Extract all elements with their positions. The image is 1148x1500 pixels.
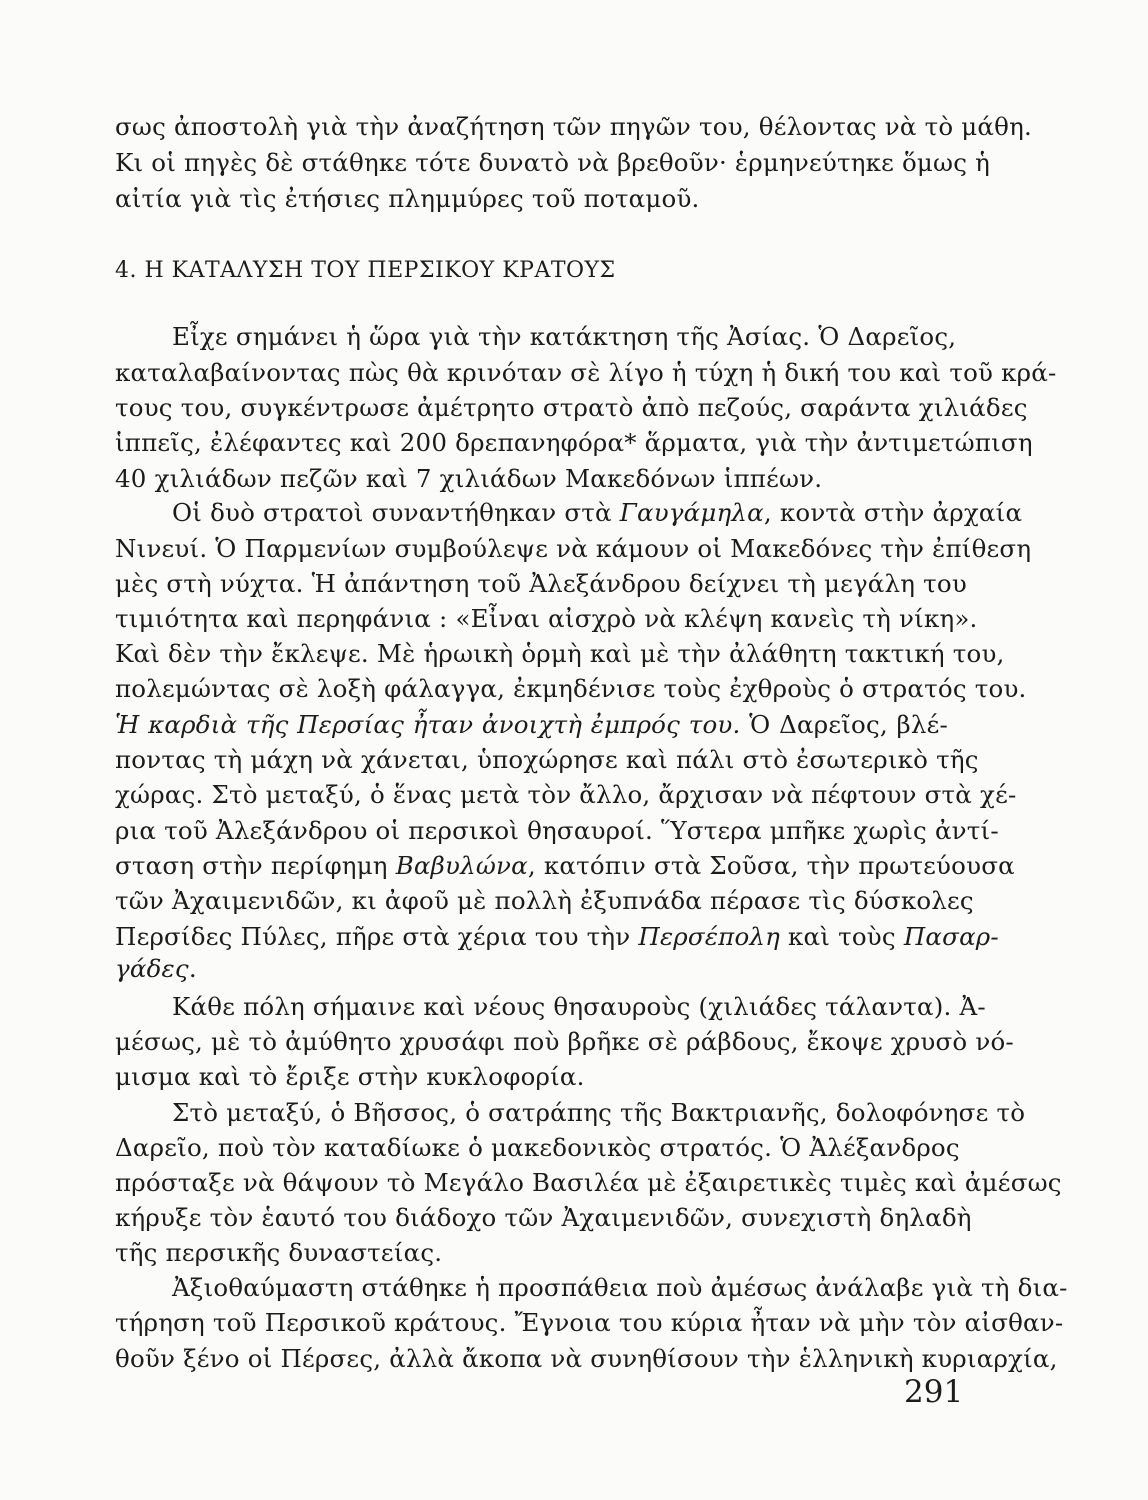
text-run: Ὁ Δαρεῖος, βλέ- [740, 710, 948, 739]
text-run: , κοντὰ στὴν ἀρχαία [763, 498, 1023, 527]
text-line: πρόσταξε νὰ θάψουν τὸ Μεγάλο Βασιλέα μὲ ἐξαιρετικὲς τιμὲς καὶ ἀμέσως [115, 1168, 1062, 1197]
text-line: Κάθε πόλη σήμαινε καὶ νέους θησαυροὺς (χιλιάδες τάλαντα). Ἀ- [172, 992, 986, 1021]
place-name: Βαβυλώνα [395, 851, 528, 880]
text-line: κήρυξε τὸν ἑαυτό του διάδοχο τῶν Ἀχαιμενιδῶν, συνεχιστὴ δηλαδὴ [115, 1203, 972, 1232]
text-line [115, 706, 948, 744]
text-line: αἰτία γιὰ τὶς ἐτήσιες πλημμύρες τοῦ ποταμοῦ. [115, 184, 700, 213]
text-line: χώρας. Στὸ μεταξύ, ὁ ἕνας μετὰ τὸν ἄλλο, ἄρχισαν νὰ πέφτουν στὰ χέ- [115, 780, 1017, 809]
section-heading: 4. Η ΚΑΤΑΛΥΣΗ ΤΟΥ ΠΕΡΣΙΚΟΥ ΚΡΑΤΟΥΣ [115, 258, 616, 283]
text-line: Δαρεῖο, ποὺ τὸν καταδίωκε ὁ μακεδονικὸς στρατός. Ὁ Ἀλέξανδρος [115, 1133, 960, 1162]
text-line: θοῦν ξένο οἱ Πέρσες, ἀλλὰ ἄκοπα νὰ συνηθίσουν τὴν ἑλληνικὴ κυριαρχία, [115, 1344, 1058, 1373]
text-line: 40 χιλιάδων πεζῶν καὶ 7 χιλιάδων Μακεδόνων ἱππέων. [115, 464, 823, 493]
text-run: Οἱ δυὸ στρατοὶ συναντήθηκαν στὰ [172, 498, 612, 527]
text-line: Εἶχε σημάνει ἡ ὥρα γιὰ τὴν κατάκτηση τῆς Ἀσίας. Ὁ Δαρεῖος, [172, 322, 957, 351]
text-line: Ἀξιοθαύμαστη στάθηκε ἡ προσπάθεια ποὺ ἀμέσως ἀνάλαβε γιὰ τὴ δια- [172, 1273, 1068, 1302]
text-line: ἱππεῖς, ἐλέφαντες καὶ 200 δρεπανηφόρα* ἅρματα, γιὰ τὴν ἀντιμετώπιση [115, 428, 1033, 457]
text-run: . [188, 954, 197, 983]
text-line: τῆς περσικῆς δυναστείας. [115, 1238, 443, 1267]
text-line: μισμα καὶ τὸ ἔριξε στὴν κυκλοφορία. [115, 1062, 585, 1091]
text-line: σως ἀποστολὴ γιὰ τὴν ἀναζήτηση τῶν πηγῶν του, θέλοντας νὰ τὸ μάθη. [115, 112, 1032, 141]
place-name: γάδες [115, 954, 189, 983]
italic-phrase: Ἡ καρδιὰ τῆς Περσίας ἦταν ἀνοιχτὴ ἐμπρός του. [115, 710, 741, 739]
text-line: Καὶ δὲν τὴν ἔκλεψε. Μὲ ἡρωικὴ ὁρμὴ καὶ μὲ τὴν ἀλάθητη τακτική του, [115, 639, 1005, 668]
text-line: Στὸ μεταξύ, ὁ Βῆσσος, ὁ σατράπης τῆς Βακτριανῆς, δολοφόνησε τὸ [172, 1098, 1026, 1127]
text-run: , κατόπιν στὰ Σοῦσα, τὴν πρωτεύουσα [527, 851, 1015, 880]
place-name: Γαυγάμηλα [619, 498, 764, 527]
text-line: καταλαβαίνοντας πὼς θὰ κρινόταν σὲ λίγο ἡ τύχη ἡ δική του καὶ τοῦ κρά- [115, 358, 1057, 387]
text-run: σταση στὴν περίφημη [115, 851, 388, 880]
text-run: καὶ τοὺς [788, 922, 896, 951]
text-line: Νινευί. Ὁ Παρμενίων συμβούλεψε νὰ κάμουν οἱ Μακεδόνες τὴν ἐπίθεση [115, 534, 1032, 563]
text-line: τους του, συγκέντρωσε ἀμέτρητο στρατὸ ἀπὸ πεζούς, σαράντα χιλιάδες [115, 393, 1028, 422]
text-line: ποντας τὴ μάχη νὰ χάνεται, ὑποχώρησε καὶ πάλι στὸ ἐσωτερικὸ τῆς [115, 745, 979, 774]
text-line: ρια τοῦ Ἀλεξάνδρου οἱ περσικοὶ θησαυροί. Ὕστερα μπῆκε χωρὶς ἀντί- [115, 816, 999, 845]
place-name: Πασαρ- [903, 922, 999, 951]
text-line: πολεμώντας σὲ λοξὴ φάλαγγα, ἐκμηδένισε τοὺς ἐχθροὺς ὁ στρατός του. [115, 674, 1027, 703]
text-line: τήρηση τοῦ Περσικοῦ κράτους. Ἔγνοια του κύρια ἦταν νὰ μὴν τὸν αἰσθαν- [115, 1308, 1064, 1337]
text-run: Περσίδες Πύλες, πῆρε στὰ χέρια του τὴν [115, 922, 631, 951]
text-line [115, 847, 1015, 885]
page-number: 291 [904, 1374, 964, 1410]
text-line: τῶν Ἀχαιμενιδῶν, κι ἀφοῦ μὲ πολλὴ ἐξυπνάδα πέρασε τὶς δύσκολες [115, 886, 974, 915]
text-line: τιμιότητα καὶ περηφάνια : «Εἶναι αἰσχρὸ νὰ κλέψη κανεὶς τὴ νίκη». [115, 604, 978, 633]
text-line [115, 950, 948, 988]
text-line [172, 494, 1023, 532]
text-line: μὲς στὴ νύχτα. Ἡ ἀπάντηση τοῦ Ἀλεξάνδρου δείχνει τὴ μεγάλη του [115, 569, 967, 598]
place-name: Περσέπολη [638, 922, 781, 951]
text-line: Κι οἱ πηγὲς δὲ στάθηκε τότε δυνατὸ νὰ βρεθοῦν· ἑρμηνεύτηκε ὅμως ἡ [115, 148, 991, 177]
text-line: μέσως, μὲ τὸ ἀμύθητο χρυσάφι ποὺ βρῆκε σὲ ράβδους, ἔκοψε χρυσὸ νό- [115, 1027, 1014, 1056]
